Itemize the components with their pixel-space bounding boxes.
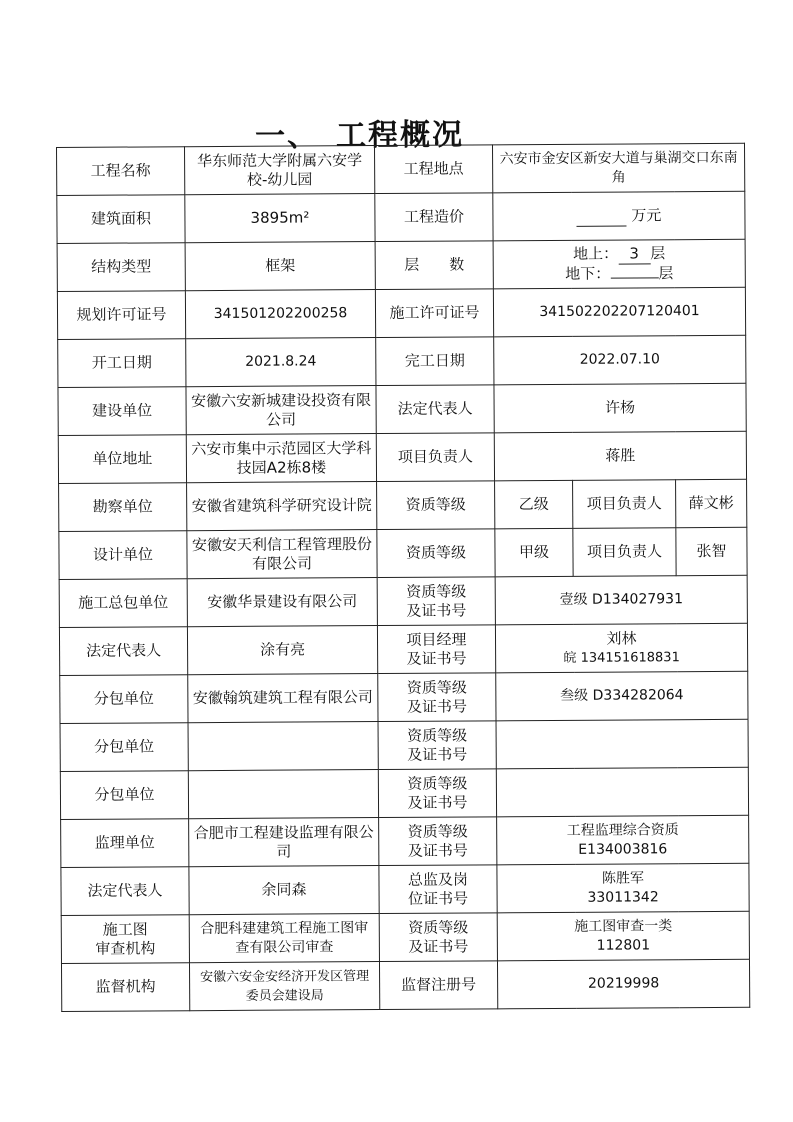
- building-area-value: 3895m²: [185, 194, 375, 243]
- general-contractor-value: 安徽华景建设有限公司: [187, 578, 377, 627]
- unit-address-value: 六安市集中示范园区大学科技园A2栋8楼: [186, 434, 376, 483]
- start-date-value: 2021.8.24: [186, 338, 376, 387]
- construction-permit-label: 施工许可证号: [375, 289, 493, 338]
- label-line: 及证书号: [406, 601, 467, 620]
- structure-type-label: 结构类型: [57, 243, 185, 292]
- floors-below-unit: 层: [658, 264, 674, 283]
- subcontractor-cert-label: [378, 673, 496, 722]
- table-row: [57, 191, 745, 243]
- label-line: 项目经理: [406, 630, 467, 649]
- table-row: [61, 815, 749, 867]
- planning-permit-label: 规划许可证号: [57, 291, 185, 340]
- label-line: 资质等级: [407, 725, 468, 745]
- floors-above-value: 3: [618, 244, 650, 264]
- label-line: 及证书号: [407, 744, 468, 764]
- project-name-label: 工程名称: [57, 147, 185, 196]
- design-grade-value: 甲级: [495, 528, 573, 576]
- subcontractor-label: 分包单位: [60, 723, 188, 772]
- project-manager-cert-value: [495, 623, 747, 673]
- table-row: [61, 911, 749, 963]
- drawing-review-cert-no: 112801: [596, 936, 651, 954]
- supervision-unit-value: 合肥市工程建设监理有限公司: [189, 818, 379, 867]
- supervisory-agency-value: 安徽六安金安经济开发区管理委员会建设局: [189, 962, 379, 1011]
- floors-above-unit: 层: [650, 244, 666, 263]
- drawing-review-value: 合肥科建建筑工程施工图审查有限公司审查: [189, 914, 379, 963]
- subcontractor-value: [188, 722, 378, 771]
- floors-above: [498, 244, 741, 265]
- structure-type-value: 框架: [185, 242, 375, 291]
- subcontractor-label: 分包单位: [60, 771, 188, 820]
- subcontractor-value: [188, 770, 378, 819]
- building-area-label: 建筑面积: [57, 195, 185, 244]
- table-row: [61, 959, 749, 1011]
- project-cost-label: 工程造价: [375, 193, 493, 242]
- supervision-legal-rep-label: 法定代表人: [61, 867, 189, 916]
- general-contractor-label: 施工总包单位: [59, 579, 187, 628]
- table-row: [59, 479, 747, 531]
- project-name-value: 华东师范大学附属六安学校-幼儿园: [185, 146, 375, 195]
- label-line: 施工图: [102, 919, 148, 939]
- developer-label: 建设单位: [58, 387, 186, 436]
- project-cost-blank: [576, 206, 626, 226]
- survey-grade-label: 资质等级: [377, 481, 495, 530]
- supervision-grade: 工程监理综合资质: [566, 821, 679, 839]
- label-line: 资质等级: [408, 917, 469, 937]
- developer-legal-rep-label: 法定代表人: [376, 385, 494, 434]
- project-manager-cert-label: [377, 625, 495, 674]
- drawing-review-cert-value: [497, 911, 749, 961]
- floors-label: 层 数: [375, 241, 493, 290]
- survey-unit-value: 安徽省建筑科学研究设计院: [187, 482, 377, 531]
- supervisory-reg-value: 20219998: [497, 959, 749, 1009]
- chief-supervisor-name: 陈胜军: [601, 869, 645, 887]
- label-line: 及证书号: [408, 936, 469, 956]
- floors-value: [493, 239, 745, 289]
- design-pm-label: 项目负责人: [573, 528, 676, 577]
- table-row: [57, 287, 745, 339]
- project-manager-name: 刘林: [606, 628, 637, 648]
- project-location-value: 六安市金安区新安大道与巢湖交口东南角: [492, 143, 744, 193]
- completion-date-value: 2022.07.10: [494, 335, 746, 385]
- table-row: [60, 719, 748, 771]
- page-title: 一、 工程概况: [254, 117, 465, 155]
- supervision-unit-label: 监理单位: [61, 819, 189, 868]
- developer-value: 安徽六安新城建设投资有限公司: [186, 386, 376, 435]
- table-row: [59, 575, 747, 627]
- subcontractor-cert-label: [378, 721, 496, 770]
- survey-pm-value: 薛文彬: [676, 479, 747, 527]
- table-row: [59, 623, 747, 675]
- design-unit-value: 安徽安天利信工程管理股份有限公司: [187, 530, 377, 579]
- contractor-legal-rep-value: 涂有亮: [187, 626, 377, 675]
- design-pm-value: 张智: [676, 527, 747, 575]
- chief-supervisor-cert-no: 33011342: [587, 888, 659, 906]
- supervisory-agency-label: 监督机构: [61, 963, 189, 1012]
- label-line: 资质等级: [406, 582, 467, 601]
- project-leader-label: 项目负责人: [376, 433, 494, 482]
- table-row: [61, 863, 749, 915]
- table-row: [58, 431, 746, 483]
- subcontractor-cert-value: 叁级 D334282064: [496, 671, 748, 721]
- label-line: 位证书号: [408, 888, 469, 908]
- floors-above-label: 地上：: [573, 244, 619, 263]
- unit-address-label: 单位地址: [58, 435, 186, 484]
- drawing-review-cert-label: [379, 913, 497, 962]
- subcontractor-label: 分包单位: [60, 675, 188, 724]
- contractor-cert-value: 壹级 D134027931: [495, 575, 747, 625]
- subcontractor-cert-value: [496, 767, 748, 817]
- design-grade-label: 资质等级: [377, 529, 495, 578]
- drawing-review-grade: 施工图审查一类: [574, 917, 673, 935]
- project-location-label: 工程地点: [374, 145, 492, 194]
- label-line: 资质等级: [407, 821, 468, 841]
- label-line: 及证书号: [407, 792, 468, 812]
- chief-supervisor-cert-value: [497, 863, 749, 913]
- supervision-cert-value: [497, 815, 749, 865]
- project-overview-table-wrapper: [56, 143, 749, 1012]
- survey-unit-label: 勘察单位: [59, 483, 187, 532]
- table-row: [58, 383, 746, 435]
- survey-grade-value: 乙级: [495, 480, 573, 528]
- floors-below-value: [610, 277, 658, 278]
- table-row: [58, 335, 746, 387]
- floors-below: [498, 264, 741, 284]
- chief-supervisor-cert-label: [379, 865, 497, 914]
- completion-date-label: 完工日期: [376, 337, 494, 386]
- project-leader-value: 蒋胜: [494, 431, 746, 481]
- project-cost-unit: 万元: [631, 205, 662, 224]
- table-row: [60, 671, 748, 723]
- label-line: 及证书号: [406, 649, 467, 668]
- construction-permit-value: 341502202207120401: [493, 287, 745, 337]
- label-line: 资质等级: [406, 678, 467, 697]
- survey-pm-label: 项目负责人: [573, 480, 676, 529]
- drawing-review-label: [61, 915, 189, 964]
- label-line: 总监及岗: [407, 869, 469, 889]
- subcontractor-value: 安徽翰筑建筑工程有限公司: [188, 674, 378, 723]
- project-cost-value: [493, 191, 745, 241]
- label-line: 及证书号: [406, 697, 467, 716]
- supervision-cert-label: [379, 817, 497, 866]
- project-overview-table: [56, 143, 750, 1012]
- table-row: [57, 143, 745, 195]
- table-row: [57, 239, 745, 291]
- supervisory-reg-label: 监督注册号: [379, 961, 497, 1010]
- start-date-label: 开工日期: [58, 339, 186, 388]
- subcontractor-cert-value: [496, 719, 748, 769]
- developer-legal-rep-value: 许杨: [494, 383, 746, 433]
- planning-permit-value: 341501202200258: [185, 290, 375, 339]
- table-row: [60, 767, 748, 819]
- table-row: [59, 527, 747, 579]
- floors-below-label: 地下：: [565, 264, 611, 283]
- label-line: 审查机构: [95, 938, 156, 958]
- contractor-legal-rep-label: 法定代表人: [59, 627, 187, 676]
- subcontractor-cert-label: [378, 769, 496, 818]
- supervision-cert-no: E134003816: [578, 840, 668, 858]
- label-line: 资质等级: [407, 773, 468, 793]
- supervision-legal-rep-value: 余同森: [189, 866, 379, 915]
- design-unit-label: 设计单位: [59, 531, 187, 580]
- contractor-cert-label: [377, 577, 495, 626]
- label-line: 及证书号: [407, 840, 468, 860]
- project-manager-cert-no: 皖 134151618831: [563, 649, 680, 666]
